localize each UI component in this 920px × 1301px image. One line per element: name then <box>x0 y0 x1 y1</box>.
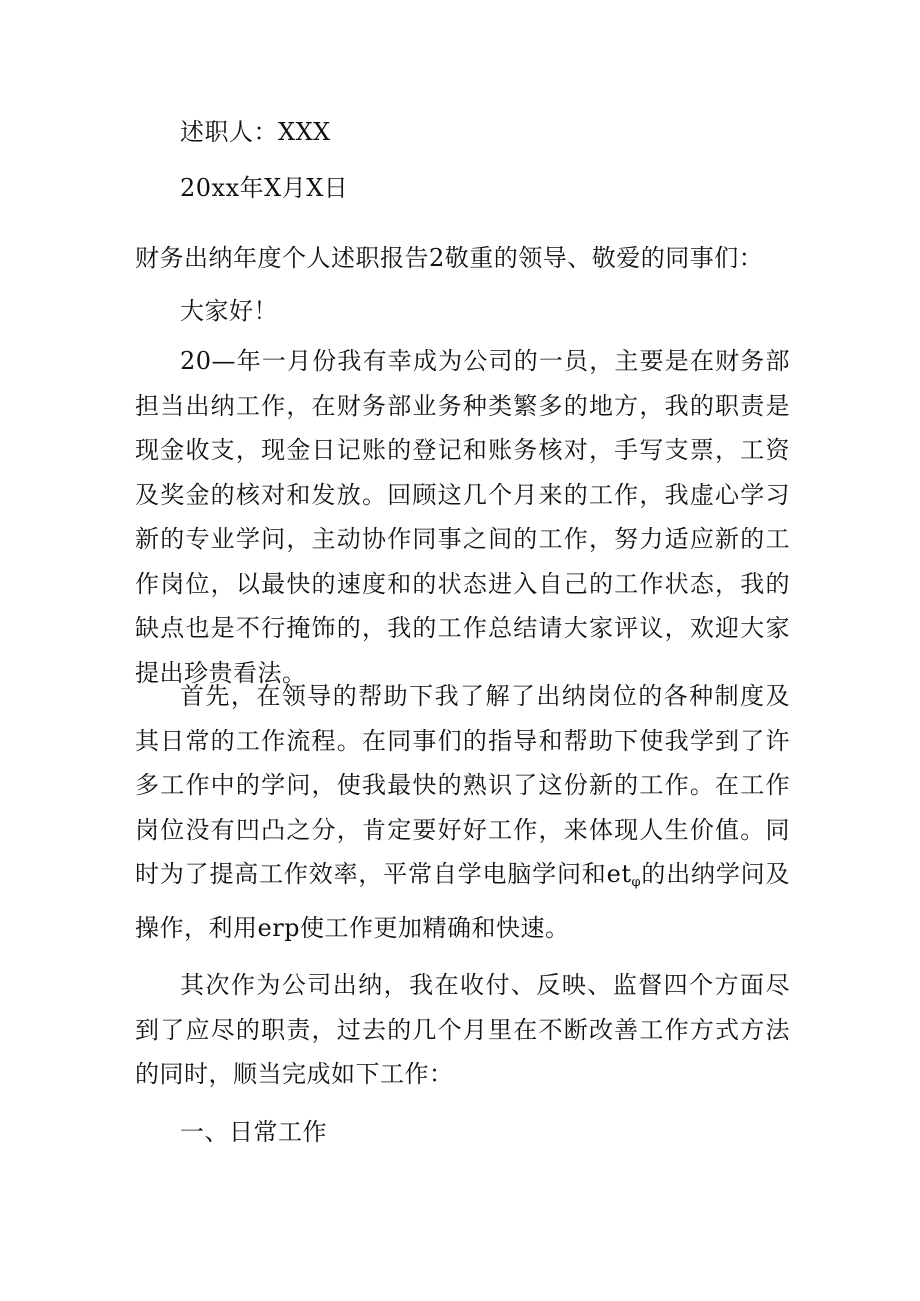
date-line: 20xx年X月X日 <box>180 174 349 202</box>
salutation: 大家好！ <box>180 297 278 325</box>
paragraph-2-text-a: 首先，在领导的帮助下我了解了出纳岗位的各种制度及其日常的工作流程。在同事们的指导和帮助下使我学到了许多工作中的学问，使我最快的熟识了这份新的工作。在工作岗位没有凹凸之分，肯定要好好工作，来体现人生价值。同时为了提高工作效率，平常自学电脑学问和 <box>135 682 790 888</box>
code-term: $et_\varphi$ <box>606 860 642 890</box>
paragraph-2 <box>135 674 790 950</box>
title-greeting: 财务出纳年度个人述职报告2敬重的领导、敬爱的同事们： <box>135 244 764 272</box>
paragraph-2-text-b: 的出纳学问及操作，利用erp使工作更加精确和快速。 <box>135 860 791 942</box>
paragraph-3: 其次作为公司出纳，我在收付、反映、监督四个方面尽到了应尽的职责，过去的几个月里在不断改善工作方式方法的同时，顺当完成如下工作： <box>135 971 790 1088</box>
paragraph-1: 20—年一月份我有幸成为公司的一员，主要是在财务部担当出纳工作，在财务部业务种类繁多的地方，我的职责是现金收支，现金日记账的登记和账务核对，手写支票，工资及奖金的核对和发放。回顾这几个月来的工作，我虚心学习新的专业学问，主动协作同事之间的工作，努力适应新的工作岗位，以最快的速度和的状态进入自己的工作状态，我的缺点也是不行掩饰的，我的工作总结请大家评议，欢迎大家提出珍贵看法。 <box>135 347 790 687</box>
signer-line: 述职人：XXX <box>180 118 331 146</box>
section-heading: 一、日常工作 <box>180 1118 327 1146</box>
